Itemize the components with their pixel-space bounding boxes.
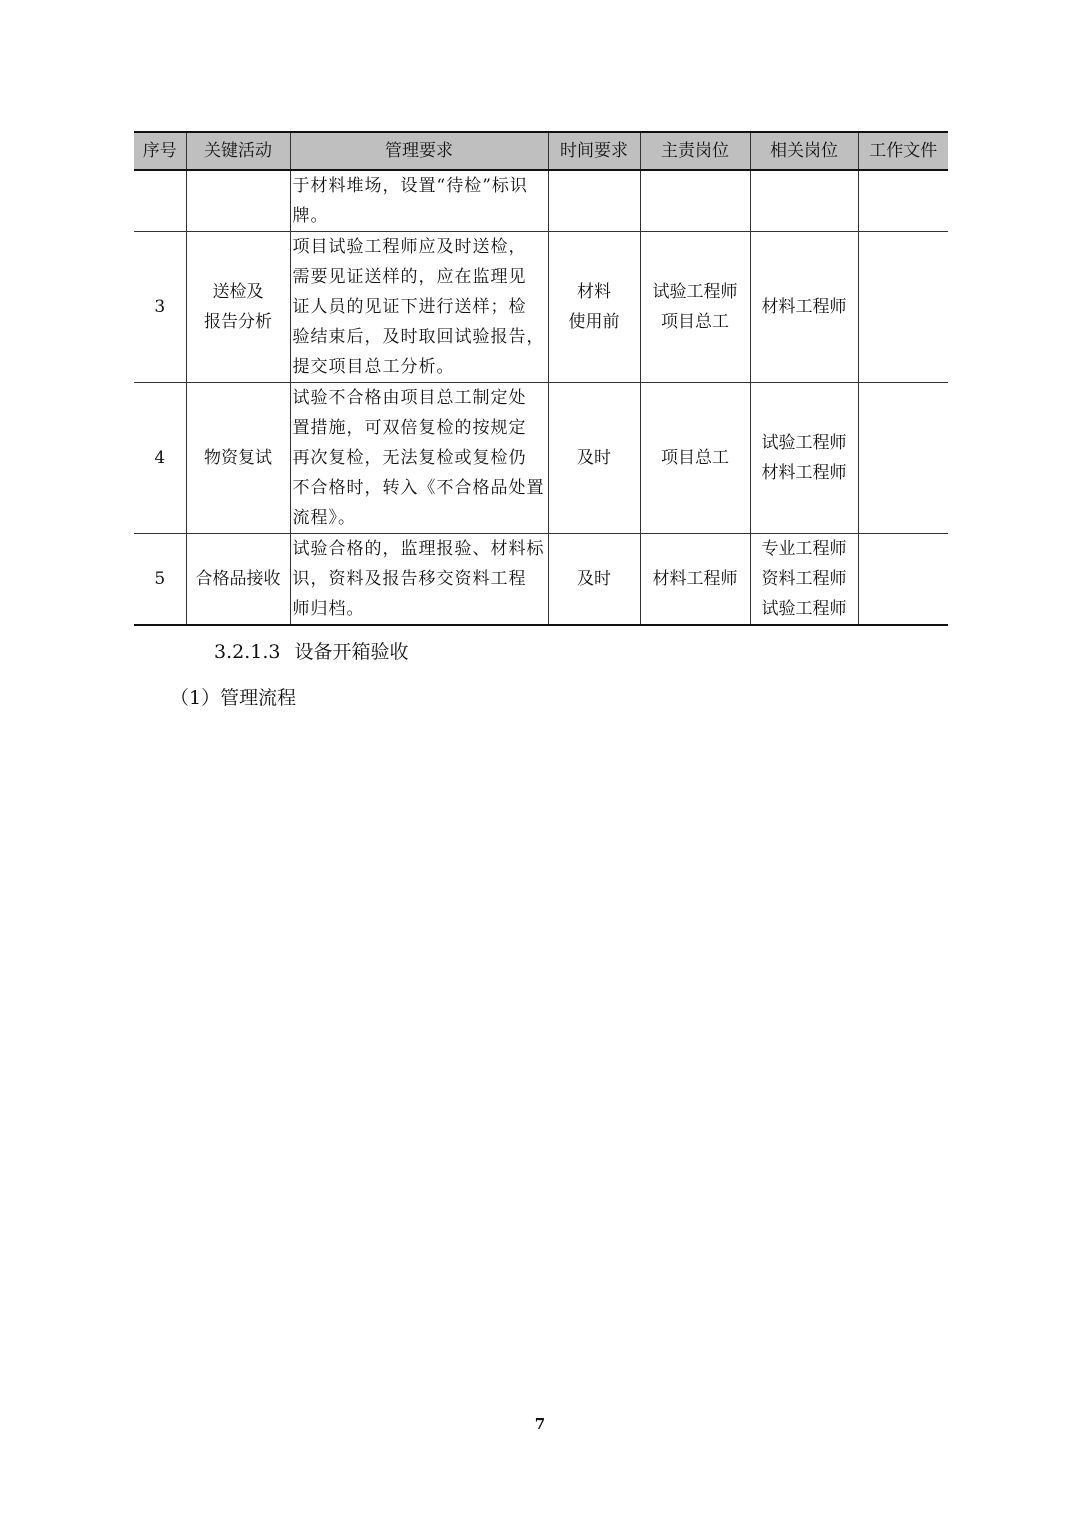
requirement-line: 再次复检，无法复检或复检仍: [292, 448, 527, 468]
requirement-line: 于材料堆场，设置“待检”标识: [292, 176, 528, 196]
owner-line: 项目总工: [661, 312, 729, 332]
table-row: [134, 232, 948, 383]
activity-line: 物资复试: [204, 448, 272, 468]
subsection-heading: （1）管理流程: [170, 687, 297, 709]
related-line: 材料工程师: [761, 463, 847, 483]
cell-files: [858, 232, 948, 383]
related-line: 试验工程师: [761, 433, 847, 453]
time-line: 使用前: [568, 312, 620, 332]
requirement-line: 证人员的见证下进行送样；检: [292, 297, 527, 317]
requirement-line: 需要见证送样的，应在监理见: [292, 267, 527, 287]
cell-seq: 4: [134, 383, 186, 534]
related-line: 专业工程师: [761, 539, 847, 559]
activity-line: 报告分析: [204, 312, 272, 332]
header-time: 时间要求: [548, 132, 640, 170]
header-activity: 关键活动: [186, 132, 290, 170]
table-row: [134, 534, 948, 626]
related-line: 材料工程师: [761, 297, 847, 317]
owner-line: 材料工程师: [652, 569, 738, 589]
cell-files: [858, 170, 948, 232]
table-row: [134, 170, 948, 232]
cell-requirement: [290, 534, 548, 626]
requirement-line: 项目试验工程师应及时送检，: [292, 237, 527, 257]
cell-owner: [640, 170, 750, 232]
cell-requirement: [290, 383, 548, 534]
cell-requirement: [290, 170, 548, 232]
section-heading: [214, 638, 409, 666]
cell-time: [548, 383, 640, 534]
owner-line: 试验工程师: [652, 282, 738, 302]
cell-related: [750, 232, 858, 383]
table-header-row: [134, 132, 948, 170]
process-table: [134, 131, 948, 626]
cell-owner: [640, 534, 750, 626]
activity-line: 合格品接收: [195, 569, 281, 589]
requirement-line: 牌。: [292, 206, 329, 226]
time-line: 及时: [577, 448, 611, 468]
cell-seq: 5: [134, 534, 186, 626]
header-files: 工作文件: [858, 132, 948, 170]
section-title: 设备开箱验收: [294, 641, 409, 663]
cell-activity: [186, 232, 290, 383]
cell-seq: 3: [134, 232, 186, 383]
cell-owner: [640, 383, 750, 534]
requirement-line: 不合格时，转入《不合格品处置: [292, 478, 545, 498]
cell-requirement: [290, 232, 548, 383]
header-requirement: 管理要求: [290, 132, 548, 170]
header-seq: 序号: [134, 132, 186, 170]
cell-seq: [134, 170, 186, 232]
time-line: 及时: [577, 569, 611, 589]
requirement-line: 提交项目总工分析。: [292, 357, 455, 377]
cell-files: [858, 383, 948, 534]
cell-owner: [640, 232, 750, 383]
cell-time: [548, 170, 640, 232]
cell-activity: [186, 534, 290, 626]
cell-files: [858, 534, 948, 626]
header-related: 相关岗位: [750, 132, 858, 170]
related-line: 试验工程师: [761, 599, 847, 619]
requirement-line: 试验不合格由项目总工制定处: [292, 388, 527, 408]
cell-activity: [186, 383, 290, 534]
cell-related: [750, 534, 858, 626]
section-number: 3.2.1.3: [214, 641, 281, 663]
requirement-line: 识，资料及报告移交资料工程: [292, 569, 527, 589]
cell-time: [548, 534, 640, 626]
table-row: [134, 383, 948, 534]
owner-line: 项目总工: [661, 448, 729, 468]
cell-activity: [186, 170, 290, 232]
cell-time: [548, 232, 640, 383]
requirement-line: 置措施，可双倍复检的按规定: [292, 418, 527, 438]
requirement-line: 验结束后，及时取回试验报告，: [292, 327, 545, 347]
page-number: 7: [534, 1415, 546, 1433]
header-owner: 主责岗位: [640, 132, 750, 170]
cell-related: [750, 383, 858, 534]
requirement-line: 流程》。: [292, 508, 356, 528]
requirement-line: 试验合格的，监理报验、材料标: [292, 539, 545, 559]
cell-related: [750, 170, 858, 232]
requirement-line: 师归档。: [292, 599, 365, 619]
time-line: 材料: [577, 282, 611, 302]
activity-line: 送检及: [212, 282, 264, 302]
related-line: 资料工程师: [761, 569, 847, 589]
